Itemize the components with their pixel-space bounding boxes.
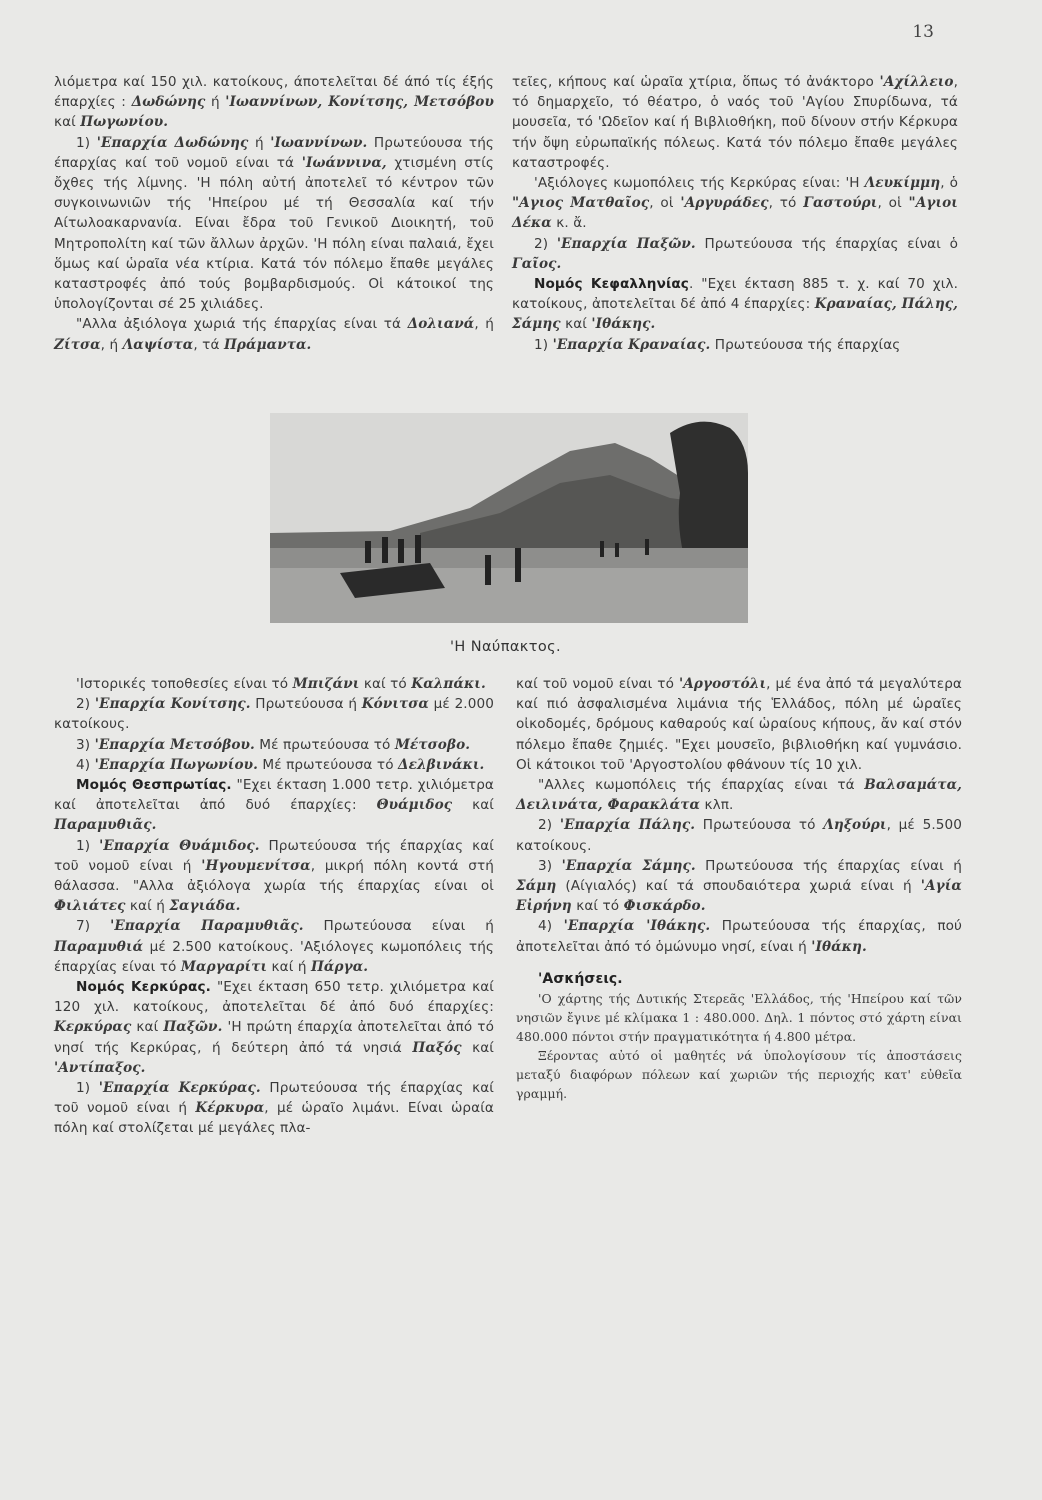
place-name: Μπιζάνι	[292, 676, 360, 692]
place-name: Γαῖος.	[512, 255, 562, 272]
place-name: 'Αντίπαξος.	[54, 1059, 146, 1076]
place-name: Παραμυθιᾶς.	[54, 817, 157, 834]
paragraph	[54, 775, 494, 836]
paragraph	[512, 173, 958, 234]
text-run: καί	[461, 1039, 494, 1056]
text-run: 2)	[76, 696, 95, 713]
exercise-paragraph: 'Ο χάρτης τής Δυτικής Στερεᾶς 'Ελλάδος, τής 'Ηπείρου καί τῶν νησιῶν ἔγινε μέ κλίμακα 1 : 480.000. Δηλ. 1 πόντος στό χάρτη είναι 480.000 πόντοι στήν πραγματικότητα ή 4.800 μέτρα.	[516, 991, 962, 1045]
text-run: μέ 2.000 κατοίκους.	[54, 696, 494, 733]
paragraph	[54, 836, 494, 917]
column-bottom-left	[54, 674, 494, 1139]
place-name: 'Αργοστόλι	[678, 676, 767, 692]
text-run: χτισμένη στίς ὄχθες τής λίμνης. 'Η πόλη αὐτή ἀποτελεῖ τό κέντρον τῶν συγκοινωνιῶν τής 'Ηπείρου μέ τή Θεσσαλία καί τήν Αίτωλοακαρνανία. Είναι ἔδρα τοῦ Γενικοῦ Διοικητή, τοῦ Μητροπολίτη καί τῶν ἄλλων ἀρχῶν. 'Η πόλη είναι παλαιά, ἔχει ὅμως καί ὡραῖα νέα κτίρια. Κατά τόν πόλεμο ἔπαθε μεγάλες καταστροφές ἀπό τούς βομβαρδισμούς. Οἱ κάτοικοί της ὑπολογίζονται σέ 25 χιλιάδες.	[54, 154, 494, 313]
place-name: 'Επαρχία Κερκύρας.	[98, 1080, 261, 1097]
text-run: καί ή	[267, 958, 311, 975]
paragraph	[54, 755, 494, 775]
nafpaktos-photo	[270, 413, 748, 623]
text-run: Πρωτεύουσα τής έπαρχίας, πού ἀποτελεῖται ἀπό τό ὁμώνυμο νησί, είναι ή	[516, 918, 962, 955]
column-top-right	[512, 72, 958, 355]
place-name: Πράμαντα.	[223, 336, 312, 353]
text-run: , μέ 5.500 κατοίκους.	[516, 817, 962, 854]
place-name: Φιλιάτες	[54, 898, 126, 915]
paragraph	[54, 916, 494, 977]
text-run: Πρωτεύουσα είναι ή	[303, 918, 494, 935]
text-run: "Αλλα ἀξιόλογα χωριά τής έπαρχίας είναι τά	[76, 316, 408, 333]
place-name: Δωδώνης	[131, 94, 206, 111]
place-name: 'Επαρχία Σάμης.	[561, 857, 696, 874]
text-run: καί	[452, 797, 494, 814]
text-run: , τό δημαρχεῖο, τό θέατρο, ὁ ναός τοῦ 'Αγίου Σπυρίδωνα, τά μουσεῖα, τό 'Ωδεῖον καί ή Βιβλιοθήκη, ποῦ δίνουν στήν Κέρκυρα τήν ὄψη εὐρωπαϊκής πόλεως. Κατά τόν πόλεμο ἔπαθε μεγάλες καταστροφές.	[512, 74, 958, 171]
column-bottom-right	[516, 674, 962, 1103]
text-run: μέ 2.500 κατοίκους. 'Αξιόλογες κωμοπόλεις τής έπαρχίας είναι τό	[54, 938, 494, 975]
paragraph	[512, 335, 958, 355]
text-run: καί	[131, 1019, 164, 1036]
text-run: (Αίγιαλός) καί τά σπουδαιότερα χωριά είναι ή	[556, 878, 921, 895]
place-name: Λευκίμμη	[864, 175, 941, 192]
place-name: 'Ιθάκη.	[811, 938, 867, 955]
paragraph	[516, 775, 962, 815]
text-run: Μέ πρωτεύουσα τό	[254, 736, 395, 753]
text-run: ή	[205, 94, 226, 111]
text-run: 'Η πρώτη έπαρχία ἀποτελεῖται ἀπό τό νησί τής Κερκύρας, ή δεύτερη ἀπό τά νησιά	[54, 1019, 494, 1056]
text-run: 1)	[76, 1080, 99, 1097]
text-run: κ. ἄ.	[551, 215, 587, 232]
text-run: καί τοῦ νομοῦ είναι τό	[516, 676, 679, 692]
text-run: , μικρή πόλη κοντά στή θάλασσα. "Αλλα ἀξιόλογα χωρία τής έπαρχίας είναι οἱ	[54, 857, 494, 895]
exercise-paragraph: Ξέροντας αὐτό οἱ μαθητές νά ὑπολογίσουν τίς ἀποστάσεις μεταξύ διαφόρων πόλεων καί χωριῶν τής περιοχής κατ' εὐθεῖα γραμμή.	[516, 1048, 962, 1102]
place-name: 'Επαρχία 'Ιθάκης.	[563, 918, 711, 935]
text-run: καί ή	[125, 898, 170, 915]
text-run: Πρωτεύουσα τό	[695, 817, 824, 834]
paragraph	[516, 916, 962, 956]
paragraph	[54, 314, 494, 354]
text-run: "Αλλες κωμοπόλεις τής έπαρχίας είναι τά	[538, 777, 865, 794]
text-run: , μέ ένα ἀπό τά μεγαλύτερα καί πιό ἀσφαλισμένα λιμάνια τής Ἑλλάδος, πόλη μέ ὡραῖες οἰκοδομές, δρόμους καθαρούς καί ὡραίους κήπους, ἄν καί στόν πόλεμο ἔπαθε ζημιές. "Εχει μουσεῖο, βιβλιοθήκη καί γυμνάσιο. Οἱ κάτοικοι τοῦ 'Αργοστολίου φθάνουν τίς 10 χιλ.	[516, 676, 962, 773]
place-name: Μαργαρίτι	[180, 958, 268, 975]
text-run: λιόμετρα καί 150 χιλ. κατοίκους, άποτελεῖται δέ άπό τίς έξής έπαρχίες :	[54, 74, 494, 111]
text-run: . "Εχει έκταση 885 τ. χ. καί 70 χιλ. κατοίκους, ἀποτελεῖται δέ ἀπό 4 έπαρχίες:	[512, 276, 958, 313]
text-run: 3)	[76, 736, 95, 753]
text-run: Πρωτεύουσα τής έπαρχίας είναι ή	[695, 857, 962, 874]
text-run: , τά	[193, 336, 224, 353]
place-name: 'Επαρχία Θυάμιδος.	[99, 837, 260, 854]
section-heading: Νομός Κερκύρας.	[76, 979, 211, 996]
text-run: καί	[560, 316, 592, 333]
text-run: 2)	[538, 817, 560, 834]
paragraph	[54, 674, 494, 694]
place-name: 'Ηγουμενίτσα	[201, 857, 311, 874]
place-name: Κραναίας, Πάλης, Σάμης	[512, 296, 959, 333]
text-run: καί	[54, 114, 81, 131]
text-run: , ὁ	[940, 175, 958, 192]
page-number: 13	[912, 22, 934, 42]
place-name: 'Επαρχία Δωδώνης	[96, 134, 249, 151]
place-name: Σάμη	[516, 878, 557, 895]
text-run: , ή	[474, 316, 495, 333]
text-run: , τό	[768, 195, 804, 212]
place-name: 'Αγία Εἰρήνη	[516, 878, 962, 915]
column-top-left	[54, 72, 494, 355]
paragraph	[516, 815, 962, 855]
text-run: Πρωτεύουσα τής έπαρχίας καί τοῦ νομοῦ είναι τά	[54, 134, 495, 171]
text-run: 1)	[534, 336, 553, 353]
paragraph	[54, 694, 494, 734]
text-run: 2)	[534, 235, 557, 252]
text-run: 7)	[76, 918, 111, 935]
place-name: Βαλσαμάτα, Δειλινάτα, Φαρακλάτα	[516, 777, 962, 814]
place-name: 'Ιθάκης.	[591, 316, 656, 333]
place-name: Φισκάρδο.	[623, 898, 706, 915]
place-name: "Αγιος Ματθαῖος	[512, 195, 650, 212]
place-name: Γαστούρι	[803, 195, 878, 212]
place-name: Θυάμιδος	[376, 797, 453, 814]
place-name: 'Ιωαννίνων.	[270, 134, 368, 151]
text-run: κλπ.	[700, 797, 734, 814]
place-name: 'Επαρχία Πάλης.	[559, 817, 696, 834]
place-name: Σαγιάδα.	[169, 898, 241, 915]
text-run: "Εχει έκταση 1.000 τετρ. χιλιόμετρα καί ἀποτελεῖται ἀπό δυό έπαρχίες:	[54, 777, 494, 814]
text-run: 4)	[538, 918, 564, 935]
landscape-illustration	[270, 413, 748, 623]
section-heading: Νομός Κεφαλληνίας	[534, 276, 689, 293]
text-run: 1)	[76, 837, 100, 854]
place-name: "Αγιοι Δέκα	[512, 195, 958, 232]
place-name: 'Επαρχία Μετσόβου.	[94, 736, 255, 753]
section-heading: Μομός Θεσπρωτίας.	[76, 777, 232, 794]
place-name: Ληξούρι	[823, 817, 887, 834]
place-name: 'Επαρχία Παξῶν.	[556, 235, 696, 252]
photo-caption: 'Η Ναύπακτος.	[450, 639, 562, 655]
paragraph	[54, 735, 494, 755]
place-name: Παραμυθιά	[54, 938, 144, 955]
place-name: Πάργα.	[310, 958, 369, 975]
text-run: 'Αξιόλογες κωμοπόλεις τής Κερκύρας είναι: 'Η	[534, 175, 865, 192]
place-name: Κέρκυρα	[195, 1100, 265, 1117]
place-name: Παξῶν.	[163, 1019, 223, 1036]
place-name: Ζίτσα	[54, 336, 101, 353]
paragraph	[512, 234, 958, 274]
text-run: ή	[248, 134, 271, 151]
exercises-heading: 'Ασκήσεις.	[538, 970, 623, 987]
text-run: Μέ πρωτεύουσα τό	[258, 756, 399, 773]
paragraph	[54, 977, 494, 1078]
text-run: Πρωτεύουσα τής έπαρχίας καί τοῦ νομοῦ είναι ή	[54, 1080, 494, 1117]
place-name: 'Επαρχία Κραναίας.	[552, 336, 711, 353]
paragraph	[516, 674, 962, 775]
paragraph	[516, 856, 962, 917]
paragraph	[512, 274, 958, 335]
text-run: Πρωτεύουσα ή	[250, 696, 362, 713]
paragraph	[54, 72, 494, 133]
text-run: καί τό	[359, 676, 412, 692]
paragraph	[512, 72, 958, 173]
text-run: Πρωτεύουσα τής έπαρχίας καί τοῦ νομοῦ είναι ή	[54, 837, 494, 874]
text-run: , οἱ	[649, 195, 681, 212]
text-run: τεῖες, κήπους καί ὡραῖα χτίρια, ὅπως τό ἀνάκτορο	[512, 74, 880, 90]
place-name: 'Αχίλλειο	[879, 74, 954, 90]
text-run: "Εχει έκταση 650 τετρ. χιλιόμετρα καί 120 χιλ. κατοίκους, ἀποτελεῖται δέ ἀπό δυό έπαρχίες:	[54, 979, 494, 1016]
place-name: Δελβινάκι.	[398, 756, 485, 773]
text-run: Πρωτεύουσα τής έπαρχίας είναι ὁ	[695, 235, 958, 252]
place-name: 'Επαρχία Πωγωνίου.	[94, 756, 259, 773]
place-name: Πωγωνίου.	[80, 114, 169, 131]
text-run: 'Ιστορικές τοποθεσίες είναι τό	[76, 676, 293, 692]
place-name: 'Επαρχία Παραμυθιᾶς.	[110, 918, 304, 935]
place-name: Δολιανά	[407, 316, 475, 333]
text-run: 1)	[76, 134, 97, 151]
place-name: Παξός	[412, 1039, 462, 1056]
paragraph	[54, 133, 494, 315]
text-run: Πρωτεύουσα τής έπαρχίας	[710, 336, 901, 353]
place-name: 'Ιωάννινα,	[301, 154, 387, 171]
text-run: 3)	[538, 857, 562, 874]
text-run: , οἱ	[877, 195, 909, 212]
place-name: Καλπάκι.	[411, 676, 486, 692]
place-name: Κερκύρας	[54, 1019, 132, 1036]
place-name: Μέτσοβο.	[394, 736, 471, 753]
paragraph	[54, 1078, 494, 1139]
text-run: καί τό	[571, 898, 624, 915]
place-name: 'Ιωαννίνων, Κονίτσης, Μετσόβου	[225, 94, 494, 111]
text-run: , μέ ὡραῖο λιμάνι. Είναι ὡραία πόλη καί στολίζεται μέ μεγάλες πλα-	[54, 1100, 494, 1137]
text-run: 4)	[76, 756, 95, 773]
place-name: 'Αργυράδες	[680, 195, 769, 212]
place-name: Λαψίστα	[122, 336, 194, 353]
text-run: , ή	[100, 336, 123, 353]
place-name: 'Επαρχία Κονίτσης.	[94, 696, 251, 713]
place-name: Κόνιτσα	[361, 696, 429, 713]
